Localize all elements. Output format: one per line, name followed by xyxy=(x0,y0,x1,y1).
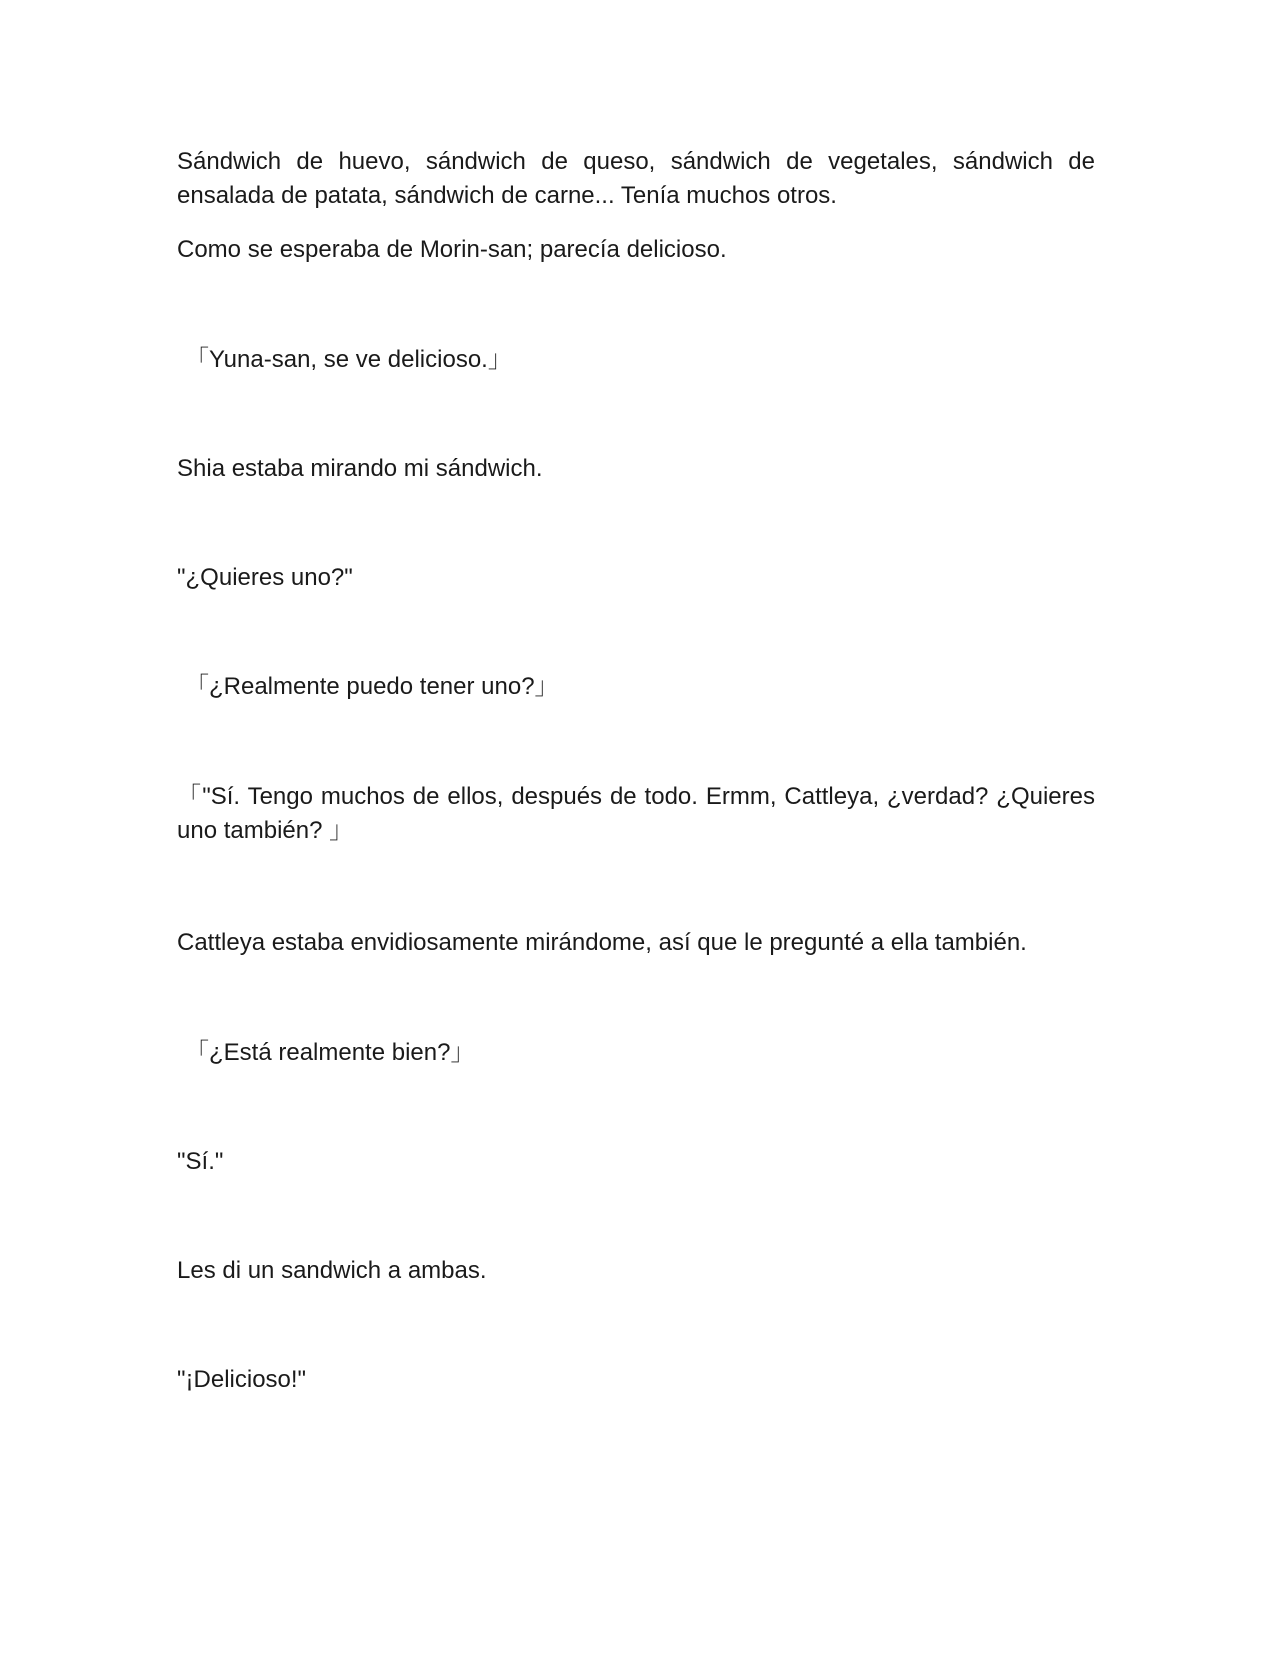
paragraph-shia-looking: Shia estaba mirando mi sándwich. xyxy=(177,455,543,482)
dialogue-si-tengo-muchos: 「"Sí. Tengo muchos de ellos, después de todo. Ermm, Cattleya, ¿verdad? ¿Quieres uno también? 」 xyxy=(177,783,1095,844)
dialogue-yuna-san: 「Yuna-san, se ve delicioso.」 xyxy=(185,346,512,373)
dialogue-delicioso: "¡Delicioso!" xyxy=(177,1366,307,1393)
paragraph-les-di: Les di un sandwich a ambas. xyxy=(177,1257,487,1284)
dialogue-realmente-puedo: 「¿Realmente puedo tener uno?」 xyxy=(185,673,559,700)
paragraph-cattleya-envious: Cattleya estaba envidiosamente mirándome, así que le pregunté a ella también. xyxy=(177,929,1027,956)
dialogue-esta-realmente-bien: 「¿Está realmente bien?」 xyxy=(185,1039,475,1066)
dialogue-quieres-uno: "¿Quieres uno?" xyxy=(177,564,353,591)
paragraph-morin-san: Como se esperaba de Morin-san; parecía delicioso. xyxy=(177,236,727,263)
paragraph-sandwich-list: Sándwich de huevo, sándwich de queso, sándwich de vegetales, sándwich de ensalada de patata, sándwich de carne... Tenía muchos otros. xyxy=(177,148,1095,209)
dialogue-si: "Sí." xyxy=(177,1148,224,1175)
